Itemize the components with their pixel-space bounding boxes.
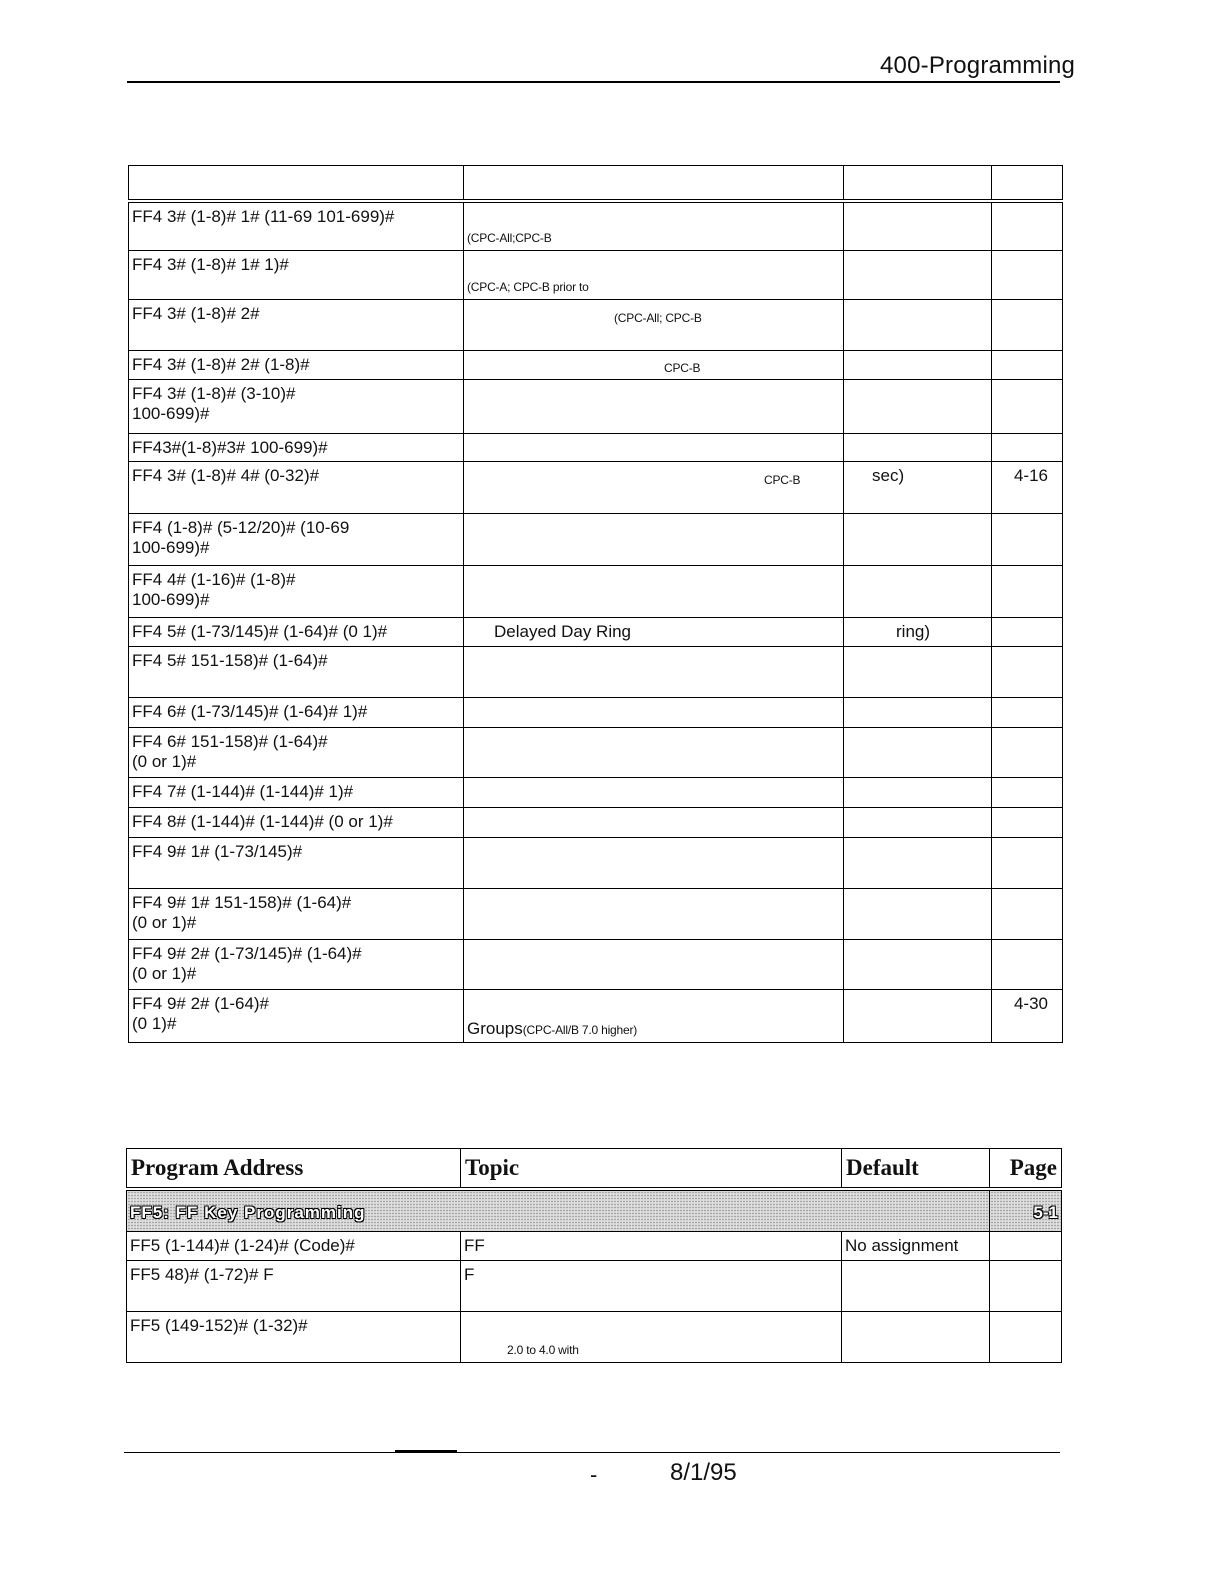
default-cell <box>844 727 992 777</box>
table-row <box>129 989 1063 1042</box>
address-cell: FF4 8# (1-144)# (1-144)# (0 or 1)# <box>129 807 464 837</box>
address-cell: FF4 7# (1-144)# (1-144)# 1)# <box>129 777 464 807</box>
page-cell <box>992 350 1063 379</box>
address-cell: FF43#(1-8)#3# 100-699)# <box>129 433 464 461</box>
page-cell <box>992 777 1063 807</box>
default-cell <box>844 299 992 350</box>
table-row <box>129 837 1063 888</box>
default-cell <box>844 565 992 617</box>
page-cell <box>992 617 1063 646</box>
section-page: 5-1 <box>990 1189 1062 1232</box>
table-row <box>129 888 1063 939</box>
address-line-1: FF4 9# 1# 151-158)# (1-64)# <box>132 892 352 912</box>
address-line-1: FF4 9# 2# (1-73/145)# (1-64)# <box>132 943 362 963</box>
section-band-row <box>127 1189 1062 1232</box>
default-cell <box>844 888 992 939</box>
page-cell <box>992 837 1063 888</box>
default-cell <box>844 350 992 379</box>
topic-text: (CPC-All;CPC-B <box>467 230 552 245</box>
page-cell <box>992 513 1063 565</box>
default-cell <box>844 989 992 1042</box>
address-cell: FF5 (149-152)# (1-32)# <box>127 1312 461 1363</box>
topic-cell <box>464 727 844 777</box>
page-cell: 4-30 <box>992 989 1063 1042</box>
topic-cell <box>464 646 844 697</box>
table-row <box>129 250 1063 299</box>
address-cell <box>129 888 464 939</box>
table-header-row <box>127 1149 1062 1190</box>
page-cell <box>992 646 1063 697</box>
default-cell <box>844 433 992 461</box>
address-cell: FF4 9# 1# (1-73/145)# <box>129 837 464 888</box>
table-row <box>129 646 1063 697</box>
default-cell <box>844 837 992 888</box>
header-cell-page <box>992 166 1063 202</box>
default-cell <box>844 201 992 250</box>
topic-cell: FF <box>461 1232 842 1261</box>
topic-groups: Groups <box>467 1018 523 1038</box>
topic-cell <box>464 461 844 513</box>
address-line-2: 100-699)# <box>132 537 210 557</box>
table-row <box>129 617 1063 646</box>
address-cell: FF5 48)# (1-72)# F <box>127 1261 461 1312</box>
address-line-2: 100-699)# <box>132 589 210 609</box>
section-title: FF5: FF Key Programming <box>127 1189 990 1232</box>
topic-cell <box>464 201 844 250</box>
page-cell <box>992 379 1063 433</box>
footer-rule <box>124 1452 1060 1453</box>
topic-text: (CPC-All; CPC-B <box>614 310 702 325</box>
header-cell-topic <box>464 166 844 202</box>
topic-cell <box>464 350 844 379</box>
default-cell <box>844 250 992 299</box>
default-cell <box>842 1312 990 1363</box>
table-row <box>129 201 1063 250</box>
table-row <box>129 697 1063 727</box>
address-line-1: FF4 3# (1-8)# (3-10)# <box>132 383 296 403</box>
topic-cell <box>464 837 844 888</box>
header-topic: Topic <box>461 1149 842 1190</box>
table-row <box>129 461 1063 513</box>
default-cell <box>844 379 992 433</box>
topic-text: CPC-B <box>664 360 701 375</box>
table-row <box>129 807 1063 837</box>
address-line-1: FF4 6# 151-158)# (1-64)# <box>132 731 328 751</box>
address-cell <box>129 939 464 989</box>
page-cell <box>992 565 1063 617</box>
default-cell <box>844 513 992 565</box>
topic-cell <box>464 379 844 433</box>
address-line-2: (0 1)# <box>132 1013 177 1033</box>
topic-cell <box>464 565 844 617</box>
topic-cell: Delayed Day Ring <box>464 617 844 646</box>
default-cell <box>842 1261 990 1312</box>
topic-cell <box>464 250 844 299</box>
footer-dash: - <box>590 1462 598 1487</box>
address-cell: FF4 5# (1-73/145)# (1-64)# (0 1)# <box>129 617 464 646</box>
page-cell <box>992 250 1063 299</box>
table-row <box>129 379 1063 433</box>
table-header-row <box>129 166 1063 202</box>
default-cell <box>844 939 992 989</box>
topic-cell <box>464 299 844 350</box>
header-cell-default <box>844 166 992 202</box>
address-line-2: (0 or 1)# <box>132 963 197 983</box>
table-row <box>129 350 1063 379</box>
topic-cell <box>464 939 844 989</box>
address-cell: FF4 3# (1-8)# 2# (1-8)# <box>129 350 464 379</box>
address-cell: FF4 3# (1-8)# 4# (0-32)# <box>129 461 464 513</box>
table-row <box>127 1312 1062 1363</box>
address-cell: FF4 3# (1-8)# 2# <box>129 299 464 350</box>
address-cell <box>129 565 464 617</box>
topic-cell <box>461 1312 842 1363</box>
address-cell <box>129 513 464 565</box>
topic-cell <box>464 888 844 939</box>
page-cell <box>990 1261 1062 1312</box>
default-cell <box>844 807 992 837</box>
page-cell <box>992 433 1063 461</box>
page-cell <box>992 201 1063 250</box>
default-cell: sec) <box>844 461 992 513</box>
topic-cell <box>464 777 844 807</box>
header-page: Page <box>990 1149 1062 1190</box>
table-row <box>129 513 1063 565</box>
page-cell <box>992 299 1063 350</box>
address-cell: FF4 6# (1-73/145)# (1-64)# 1)# <box>129 697 464 727</box>
default-cell <box>844 697 992 727</box>
page-cell <box>990 1312 1062 1363</box>
default-cell: ring) <box>844 617 992 646</box>
topic-cell: F <box>461 1261 842 1312</box>
table-row <box>129 777 1063 807</box>
table-row <box>127 1232 1062 1261</box>
topic-cell <box>464 433 844 461</box>
table-row <box>129 299 1063 350</box>
address-line-2: 100-699)# <box>132 403 210 423</box>
address-line-2: (0 or 1)# <box>132 912 197 932</box>
ff4-programming-table <box>128 165 1063 1043</box>
footer-date: 8/1/95 <box>670 1459 737 1486</box>
default-cell: No assignment <box>842 1232 990 1261</box>
address-line-1: FF4 9# 2# (1-64)# <box>132 993 270 1013</box>
header-default: Default <box>842 1149 990 1190</box>
address-cell: FF4 3# (1-8)# 1# (11-69 101-699)# <box>129 201 464 250</box>
page-cell <box>992 888 1063 939</box>
page-cell <box>992 697 1063 727</box>
header-program-address: Program Address <box>127 1149 461 1190</box>
address-cell <box>129 989 464 1042</box>
topic-cell <box>464 697 844 727</box>
page-cell <box>990 1232 1062 1261</box>
ff5-programming-table <box>126 1148 1062 1363</box>
topic-cell <box>464 513 844 565</box>
page-header-title: 400-Programming <box>880 52 1076 79</box>
address-cell <box>129 379 464 433</box>
table-row <box>129 433 1063 461</box>
topic-cell <box>464 989 844 1042</box>
page-cell <box>992 727 1063 777</box>
address-cell: FF4 3# (1-8)# 1# 1)# <box>129 250 464 299</box>
address-line-1: FF4 (1-8)# (5-12/20)# (10-69 <box>132 517 350 537</box>
page-cell: 4-16 <box>992 461 1063 513</box>
topic-cell <box>464 807 844 837</box>
default-cell <box>844 777 992 807</box>
address-line-1: FF4 4# (1-16)# (1-8)# <box>132 569 296 589</box>
address-cell: FF4 5# 151-158)# (1-64)# <box>129 646 464 697</box>
table-row <box>127 1261 1062 1312</box>
topic-text: (CPC-A; CPC-B prior to <box>467 279 589 294</box>
address-cell: FF5 (1-144)# (1-24)# (Code)# <box>127 1232 461 1261</box>
topic-text: 2.0 to 4.0 with <box>507 1343 579 1357</box>
table-row <box>129 727 1063 777</box>
table-row <box>129 939 1063 989</box>
header-cell-address <box>129 166 464 202</box>
address-cell <box>129 727 464 777</box>
address-line-2: (0 or 1)# <box>132 751 197 771</box>
topic-text: CPC-B <box>764 472 801 487</box>
default-cell <box>844 646 992 697</box>
topic-text <box>467 1019 637 1040</box>
header-rule <box>127 81 1060 83</box>
topic-version-note: (CPC-All/B 7.0 higher) <box>522 1022 638 1037</box>
table-row <box>129 565 1063 617</box>
page-cell <box>992 807 1063 837</box>
page-cell <box>992 939 1063 989</box>
